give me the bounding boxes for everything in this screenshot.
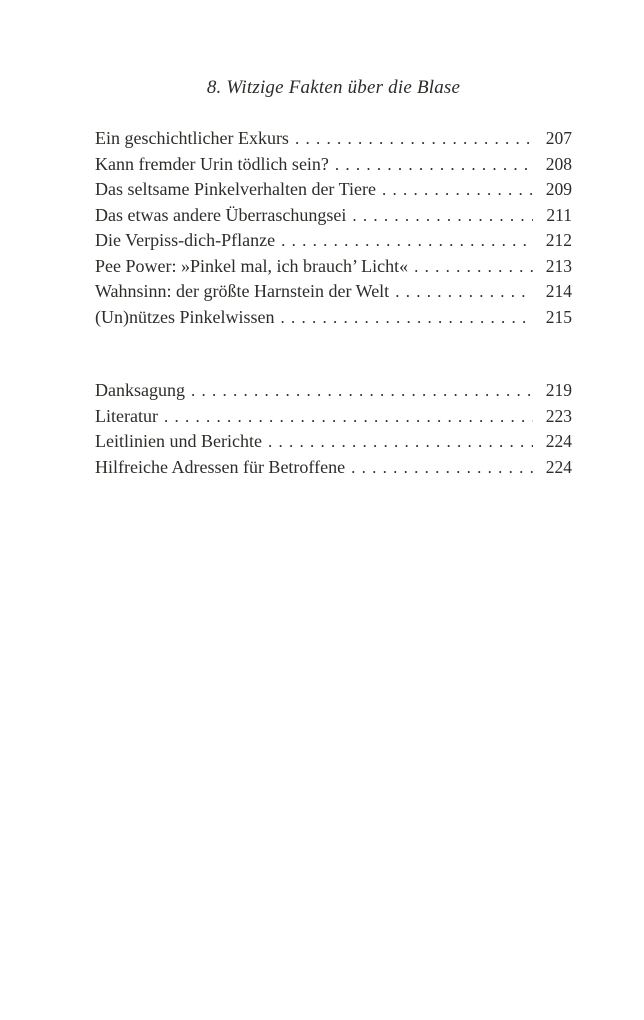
toc-entry-page: 215	[545, 306, 572, 327]
toc-entry-page: 214	[545, 281, 572, 301]
toc-entry-title: (Un)nützes Pinkelwissen	[95, 306, 275, 327]
toc-entry-title: Das seltsame Pinkelverhalten der Tiere	[95, 179, 376, 199]
toc-entry	[95, 177, 572, 203]
toc-leader-dots	[164, 404, 533, 430]
toc-entry-page: 213	[545, 255, 572, 276]
toc-entry	[95, 429, 572, 455]
toc-entry-title: Wahnsinn: der größte Harnstein der Welt	[95, 281, 390, 301]
toc-entry-title: Die Verpiss-dich-Pflanze	[95, 230, 276, 250]
toc-entry-page: 211	[546, 204, 572, 225]
toc-entry-page: 207	[545, 128, 572, 148]
toc-leader-dots	[295, 126, 533, 152]
toc-entry	[95, 152, 572, 178]
toc-leader-dots	[382, 177, 533, 203]
toc-entry-title: Das etwas andere Überraschungsei	[95, 204, 347, 225]
toc-entry	[95, 228, 572, 254]
toc-leader-dots	[280, 305, 533, 331]
toc-leader-dots	[351, 455, 533, 481]
toc-leader-dots	[414, 254, 533, 280]
toc-entry-page: 219	[545, 380, 572, 400]
toc-entry-title: Pee Power: »Pinkel mal, ich brauch’ Licht«	[95, 255, 409, 276]
toc-leader-dots	[281, 228, 533, 254]
toc-leader-dots	[268, 429, 533, 455]
toc-entry	[95, 126, 572, 152]
toc-entry	[95, 254, 572, 280]
toc-entry-page: 223	[545, 405, 572, 426]
toc-leader-dots	[395, 279, 533, 305]
toc-entry-page: 208	[545, 153, 572, 174]
toc-entry	[95, 455, 572, 481]
toc-entry	[95, 203, 572, 229]
toc-entry	[95, 404, 572, 430]
toc-section-backmatter	[95, 378, 572, 480]
toc-entry-title: Danksagung	[95, 380, 185, 400]
toc-entry-page: 209	[545, 179, 572, 199]
toc-entry	[95, 305, 572, 331]
toc-leader-dots	[352, 203, 533, 229]
toc-entry-page: 212	[545, 230, 572, 250]
toc-entry-title: Leitlinien und Berichte	[95, 431, 262, 451]
toc-entry-title: Literatur	[95, 405, 158, 426]
toc-entry-title: Kann fremder Urin tödlich sein?	[95, 153, 329, 174]
toc-entry	[95, 378, 572, 404]
toc-entry-page: 224	[545, 456, 572, 477]
toc-section-chapter-entries	[95, 126, 572, 330]
toc-entry-title: Hilfreiche Adressen für Betroffene	[95, 456, 346, 477]
toc-entry-page: 224	[545, 431, 572, 451]
chapter-heading: 8. Witzige Fakten über die Blase	[206, 77, 461, 98]
toc-entry-title: Ein geschichtlicher Exkurs	[95, 128, 289, 148]
toc-leader-dots	[191, 378, 533, 404]
toc-entry	[95, 279, 572, 305]
toc-leader-dots	[335, 152, 533, 178]
